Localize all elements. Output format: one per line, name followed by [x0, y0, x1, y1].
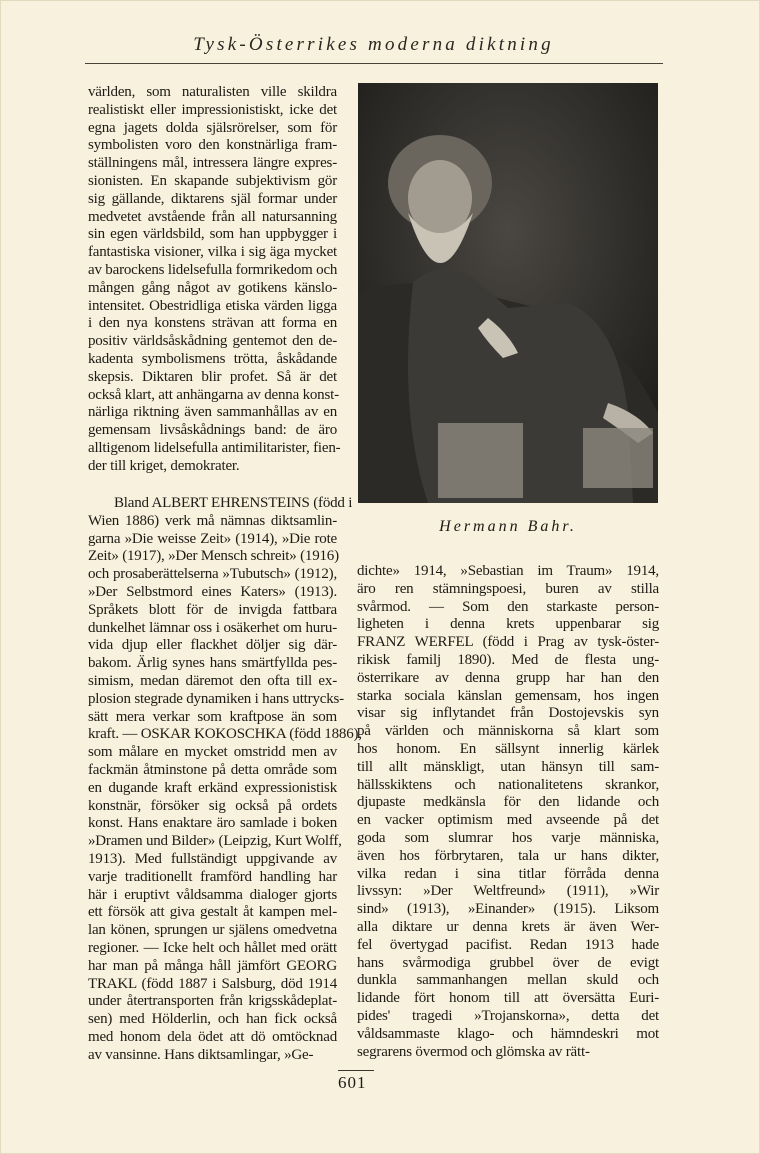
text-line: fel övertygad pacifist. Redan 1913 hade	[357, 936, 659, 953]
text-line: vida djup eller flackhet döljer sig där-	[88, 637, 337, 654]
text-line: skepsis. Diktaren blir profet. Så är det	[88, 368, 337, 385]
text-line: och prosaberättelserna »Tubutsch» (1912),	[88, 566, 337, 583]
text-line: våldsammaste klago- och hämndeskri mot	[357, 1025, 659, 1042]
text-line: starka sociala känslan gemensam, hos ingen	[357, 687, 659, 704]
text-line: djupaste medkänsla för den lidande och	[357, 794, 659, 811]
text-line: i den nya konstens strävan att forma en	[88, 315, 337, 332]
text-line: hans svårmodiga grubbel över de evigt	[357, 954, 659, 971]
text-line: Språkets blott för de invigda fattbara	[88, 601, 337, 618]
text-line: regioner. — Icke helt och hållet med orätt	[88, 939, 337, 956]
page-number-rule	[338, 1070, 374, 1071]
text-line: rikisk familj 1890). Med de flesta ung-	[357, 651, 659, 668]
page-number: 601	[338, 1073, 367, 1092]
text-line: sig gällande, diktarens själ formar under	[88, 190, 337, 207]
text-line: av vansinne. Hans diktsamlingar, »Ge-	[88, 1046, 314, 1063]
text-line: TRAKL (född 1887 i Salsburg, död 1914	[88, 975, 337, 992]
text-line: alla diktare ur denna krets är även Wer-	[357, 918, 659, 935]
text-line: lidande fört honom till att översätta Euri-	[357, 990, 659, 1007]
text-line: sen) med Hölderlin, och han fick också	[88, 1011, 337, 1028]
text-line: lan könen, sprungen ur själens omedvetna	[88, 922, 337, 939]
text-line: har man på många håll jämfört GEORG	[88, 957, 337, 974]
left-column-paragraph-1	[88, 84, 341, 476]
text-line: garna »Die weisse Zeit» (1914), »Die rote	[88, 530, 337, 547]
text-line: egna jagets dolda själsrörelser, som för	[88, 119, 337, 136]
text-line: världen, som naturalisten ville skildra	[88, 84, 337, 100]
text-line: gemensam livsåskådnings band: de äro	[88, 422, 337, 439]
text-line: intensitet. Obestridliga etiska värden ligga	[88, 297, 337, 314]
text-line: fackmän åtminstone på detta område som	[88, 761, 337, 778]
text-line: positiv världsåskådning gentemot den de-	[88, 333, 337, 350]
text-line: dunkelhet lämnar oss i osäkerhet om huru-	[88, 619, 337, 636]
text-line: der till kriget, demokrater.	[88, 457, 240, 474]
text-line: på världen och människorna så klart som	[357, 723, 659, 740]
photo-caption: Hermann Bahr.	[439, 518, 577, 535]
text-line: Wien 1886) verk må nämnas diktsamlin-	[88, 512, 337, 529]
text-line: symbolisten voro den konstnärliga fram-	[88, 137, 337, 154]
text-line: Bland ALBERT EHRENSTEINS (född i	[114, 495, 353, 511]
text-line: även hos förbrytaren, tala ur hans dikter,	[357, 847, 659, 864]
text-line: Zeit» (1917), »Der Mensch schreit» (1916)	[88, 548, 339, 565]
text-line: livssyn: »Der Weltfreund» (1911), »Wir	[357, 883, 659, 900]
text-line: kraft. — OSKAR KOKOSCHKA (född 1886),	[88, 726, 362, 743]
text-line: alltigenom lidelsefulla antimilitarister, fien-	[88, 439, 341, 456]
text-line: som målare en mycket omstridd men av	[88, 744, 337, 761]
text-line: konstnär, försöker sig också på ordets	[88, 797, 337, 814]
text-line: till allt mänskligt, utan hänsyn till sam-	[357, 758, 659, 775]
text-line: under återtransporten från krigsskådeplat-	[88, 993, 337, 1010]
text-line: en dugande kraft erkänd expressionistisk	[88, 779, 337, 796]
text-line: visar sig inflytandet från Dostojevskis syn	[357, 705, 659, 722]
text-line: hos honom. En sällsynt innerlig kärlek	[357, 740, 659, 757]
text-line: ställningens mål, intressera längre expres-	[88, 155, 337, 172]
text-line: plosion stegrade dynamiken i hans uttrycks-	[88, 690, 344, 707]
text-line: ett försök att giva gestalt åt kampen mel-	[88, 904, 337, 921]
text-line: »Der Selbstmord eines Katers» (1913).	[88, 583, 337, 600]
text-line: svårmod. — Som den starkaste person-	[357, 598, 659, 615]
text-line: FRANZ WERFEL (född i Prag av tysk-öster-	[357, 634, 659, 651]
text-line: sind» (1913), »Einander» (1915). Liksom	[357, 901, 659, 918]
text-line: ligheten i denna krets uppenbarar sig	[357, 616, 659, 633]
text-line: kadenta symbolismens trötta, åskådande	[88, 350, 337, 367]
text-line: dunkla sammanhangen mellan skuld och	[357, 972, 659, 989]
text-line: bakom. Ärlig synes hans smärtfyllda pes-	[88, 655, 337, 672]
text-line: goda som slumrar hos varje människa,	[357, 829, 659, 846]
text-line: mången gång något av gotikens känslo-	[88, 279, 337, 296]
left-column-paragraph-2	[88, 495, 362, 1065]
text-line: äro ren stämningspoesi, buren av stilla	[357, 580, 659, 597]
text-line: segrarens övermod och glömska av rätt-	[357, 1043, 590, 1060]
text-line: dichte» 1914, »Sebastian im Traum» 1914,	[357, 563, 659, 579]
running-header: Tysk-Österrikes moderna diktning	[193, 34, 554, 55]
text-line: simism, medan däremot den ofta till ex-	[88, 672, 337, 689]
text-line: en vacker optimism med avseende på det	[357, 812, 659, 829]
text-line: pides' tragedi »Trojanskorna», detta det	[357, 1007, 659, 1024]
text-line: hällsskiktens och nationalitetens skrankor,	[357, 776, 659, 793]
text-line: också klart, att anhängarna av denna konst-	[88, 386, 339, 403]
text-line: realistiskt eller impressionistiskt, icke det	[88, 101, 337, 118]
text-line: vilka redan i sina titlar förråda denna	[357, 865, 659, 882]
text-line: fantastiska visioner, vilka i sig äga mycket	[88, 244, 337, 261]
text-line: medvetet avstående från all natursanning	[88, 208, 337, 225]
text-line: 1913). Med fullständigt uppgivande av	[88, 850, 337, 867]
text-line: österrikare av denna grupp har han den	[357, 669, 659, 686]
text-line: med honom dela ödet att dö omtöcknad	[88, 1028, 337, 1045]
text-line: här i eruptivt våldsamma dialoger gjorts	[88, 886, 337, 903]
portrait-photo	[358, 83, 658, 503]
text-line: sätt mera verkar som kraftpose än som	[88, 708, 337, 725]
text-line: sin egen världsbild, som han uppbygger i	[88, 226, 337, 243]
text-line: varje traditionellt framförd handling har	[88, 868, 337, 885]
header-rule	[85, 63, 663, 64]
text-line: av barockens lidelsefulla formrikedom och	[88, 261, 338, 278]
text-line: närliga riktning även sammanhållas av en	[88, 404, 337, 421]
text-line: »Dramen und Bilder» (Leipzig, Kurt Wolff,	[88, 833, 342, 850]
text-line: sionisten. En skapande subjektivism gör	[88, 172, 337, 189]
text-line: konst. Hans enaktare äro samlade i boken	[88, 815, 337, 832]
right-column	[357, 563, 659, 1061]
